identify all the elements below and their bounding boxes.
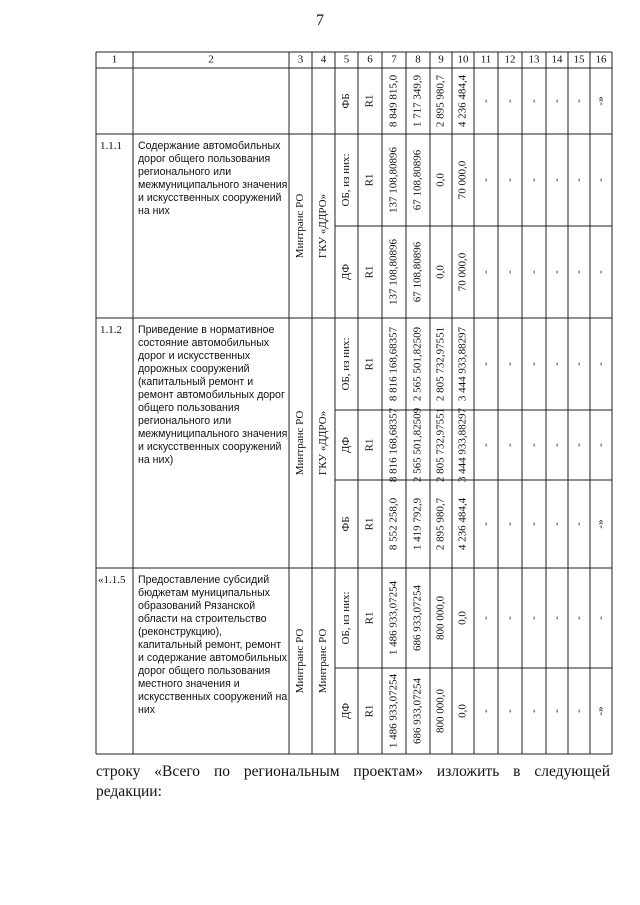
- row-1-1-2-ob-value-8: 2 565 501,82509: [411, 326, 424, 402]
- row-1-1-2-df-value-7: 8 816 168,68357: [387, 407, 400, 483]
- continuation-row-empty-11: -: [479, 99, 492, 103]
- row-1-1-1-ob-value-10: 70 000,0: [456, 160, 469, 200]
- row-1-1-2-fb-empty-13: -: [527, 522, 540, 526]
- header-column-5: 5: [343, 53, 350, 66]
- row-1-1-5-ob-empty-14: -: [550, 616, 563, 620]
- row-1-1-2-ob-value-7: 8 816 168,68357: [387, 326, 400, 402]
- page-number: 7: [316, 12, 324, 29]
- header-column-14: 14: [551, 53, 563, 66]
- row-1-1-1-ob-empty-13: -: [527, 178, 540, 182]
- row-1-1-2-ob-code: R1: [363, 357, 376, 371]
- row-1-1-2-fb-end-mark: -»: [594, 519, 607, 529]
- instruction-text-end: редакции:: [96, 783, 162, 800]
- continuation-row-value-7: 8 849 815,0: [387, 74, 400, 128]
- row-1-1-2-fb-value-10: 4 236 484,4: [456, 497, 469, 551]
- continuation-row-source: ФБ: [340, 93, 353, 109]
- row-1-1-5-df-value-9: 800 000,0: [434, 689, 447, 733]
- header-column-9: 9: [438, 53, 444, 66]
- continuation-row-end-mark: -»: [594, 96, 607, 106]
- row-1-1-5-ministry: Минтранс РО: [294, 628, 307, 694]
- row-1-1-5-ob-value-8: 686 933,07254: [411, 585, 424, 651]
- row-description-1-1-1: Содержание автомобильных дорог общего пользования регионального или межмуниципального значения и искусственных сооружений на них: [138, 140, 288, 217]
- continuation-row-value-10: 4 236 484,4: [456, 74, 469, 128]
- row-1-1-1-df-empty-14: -: [550, 270, 563, 274]
- header-column-4: 4: [320, 53, 327, 66]
- row-1-1-5-ob-empty-11: -: [479, 616, 492, 620]
- row-1-1-1-ministry: Минтранс РО: [294, 193, 307, 259]
- row-1-1-1-df-value-7: 137 108,80896: [387, 239, 400, 305]
- row-1-1-2-df-empty-11: -: [479, 443, 492, 447]
- row-1-1-1-ob-empty-11: -: [479, 178, 492, 182]
- row-1-1-5-ob-source: ОБ, из них:: [340, 591, 353, 645]
- row-description-1-1-5: Предоставление субсидий бюджетам муниципальных образований Рязанской области на строительство (реконструкцию), капитальный ремонт, ремонт и содержание автомобильных дорог общего пользования местного значения и искусственных сооружений на них: [138, 574, 288, 716]
- row-1-1-1-df-value-9: 0,0: [434, 265, 447, 279]
- continuation-row-empty-14: -: [550, 99, 563, 103]
- row-1-1-1-ob-value-7: 137 108,80896: [387, 147, 400, 213]
- continuation-row-empty-13: -: [527, 99, 540, 103]
- header-column-2: 2: [208, 53, 214, 66]
- row-1-1-2-df-empty-13: -: [527, 443, 540, 447]
- row-1-1-5-df-empty-15: -: [572, 709, 585, 713]
- row-1-1-5-df-empty-12: -: [503, 709, 516, 713]
- row-1-1-1-df-empty-16: -: [594, 270, 607, 274]
- header-column-6: 6: [367, 53, 373, 66]
- row-1-1-5-ob-empty-15: -: [572, 616, 585, 620]
- row-1-1-1-ob-empty-15: -: [572, 178, 585, 182]
- row-1-1-2-fb-empty-15: -: [572, 522, 585, 526]
- continuation-row-code: R1: [363, 94, 376, 108]
- row-1-1-1-df-empty-12: -: [503, 270, 516, 274]
- row-1-1-2-fb-value-9: 2 895 980,7: [434, 497, 447, 551]
- row-1-1-2-ministry: Минтранс РО: [294, 410, 307, 476]
- row-number-1-1-1: 1.1.1: [100, 140, 122, 152]
- header-column-10: 10: [457, 53, 469, 66]
- row-1-1-2-df-value-8: 2 565 501,82509: [411, 407, 424, 483]
- row-1-1-1-ob-value-8: 67 108,80896: [411, 149, 424, 211]
- continuation-row-value-9: 2 895 980,7: [434, 74, 447, 128]
- row-1-1-5-df-end-mark: -»: [594, 706, 607, 716]
- row-1-1-2-ob-value-10: 3 444 933,88297: [456, 326, 469, 402]
- row-1-1-5-ob-value-7: 1 486 933,07254: [387, 580, 400, 656]
- row-number-1-1-2: 1.1.2: [100, 324, 122, 336]
- instruction-text: строку «Всего по региональным проектам» изложить в следующей: [96, 763, 610, 780]
- row-1-1-2-df-empty-15: -: [572, 443, 585, 447]
- row-1-1-5-ob-value-9: 800 000,0: [434, 596, 447, 640]
- header-column-12: 12: [504, 53, 516, 66]
- header-column-1: 1: [111, 53, 118, 66]
- row-1-1-5-df-value-10: 0,0: [456, 704, 469, 718]
- header-column-7: 7: [391, 53, 397, 66]
- row-1-1-2-ob-empty-13: -: [527, 362, 540, 366]
- row-1-1-5-ob-empty-16: -: [594, 616, 607, 620]
- row-1-1-1-df-empty-13: -: [527, 270, 540, 274]
- continuation-row-value-8: 1 717 349,9: [411, 74, 424, 128]
- row-1-1-1-df-source: ДФ: [340, 263, 353, 281]
- row-1-1-1-ob-code: R1: [363, 173, 376, 187]
- header-column-13: 13: [528, 53, 540, 66]
- row-1-1-2-df-empty-16: -: [594, 443, 607, 447]
- row-1-1-2-fb-value-8: 1 419 792,9: [411, 497, 424, 551]
- row-1-1-5-df-value-8: 686 933,07254: [411, 678, 424, 744]
- row-1-1-2-df-empty-14: -: [550, 443, 563, 447]
- row-1-1-1-ob-empty-14: -: [550, 178, 563, 182]
- row-1-1-5-ob-empty-12: -: [503, 616, 516, 620]
- header-column-16: 16: [595, 53, 607, 66]
- row-1-1-2-fb-value-7: 8 552 258,0: [387, 497, 400, 551]
- row-1-1-1-df-value-10: 70 000,0: [456, 252, 469, 292]
- row-1-1-5-df-code: R1: [363, 704, 376, 718]
- row-1-1-2-ob-empty-12: -: [503, 362, 516, 366]
- row-1-1-5-df-source: ДФ: [340, 702, 353, 720]
- row-1-1-1-df-empty-15: -: [572, 270, 585, 274]
- row-1-1-5-ob-code: R1: [363, 611, 376, 625]
- row-1-1-5-ob-empty-13: -: [527, 616, 540, 620]
- row-1-1-1-ob-empty-16: -: [594, 178, 607, 182]
- row-1-1-2-fb-code: R1: [363, 517, 376, 531]
- row-1-1-5-agency: Минтранс РО: [317, 628, 330, 694]
- row-1-1-5-ob-value-10: 0,0: [456, 611, 469, 625]
- row-1-1-2-ob-empty-16: -: [594, 362, 607, 366]
- row-1-1-2-ob-empty-14: -: [550, 362, 563, 366]
- row-1-1-2-fb-empty-11: -: [479, 522, 492, 526]
- row-1-1-1-df-empty-11: -: [479, 270, 492, 274]
- row-1-1-2-fb-source: ФБ: [340, 516, 353, 532]
- row-1-1-2-df-value-10: 3 444 933,88297: [456, 407, 469, 483]
- row-1-1-2-fb-empty-12: -: [503, 522, 516, 526]
- row-1-1-5-df-value-7: 1 486 933,07254: [387, 673, 400, 749]
- row-number-1-1-5: «1.1.5: [98, 574, 126, 586]
- row-1-1-1-ob-empty-12: -: [503, 178, 516, 182]
- row-description-1-1-2: Приведение в нормативное состояние автомобильных дорог и искусственных дорожных сооружений (капитальный ремонт и ремонт автомобильных дорог общего пользования регионального или межмуниципального значения и искусственных сооружений на них): [138, 324, 288, 466]
- row-1-1-5-df-empty-13: -: [527, 709, 540, 713]
- row-1-1-2-agency: ГКУ «ДДРО»: [317, 410, 330, 476]
- row-1-1-2-df-source: ДФ: [340, 436, 353, 454]
- row-1-1-2-ob-value-9: 2 805 732,97551: [434, 326, 447, 402]
- row-1-1-2-ob-empty-11: -: [479, 362, 492, 366]
- row-1-1-2-df-code: R1: [363, 438, 376, 452]
- row-1-1-1-df-code: R1: [363, 265, 376, 279]
- row-1-1-1-ob-value-9: 0,0: [434, 173, 447, 187]
- row-1-1-2-fb-empty-14: -: [550, 522, 563, 526]
- row-1-1-1-ob-source: ОБ, из них:: [340, 153, 353, 207]
- row-1-1-2-ob-source: ОБ, из них:: [340, 337, 353, 391]
- row-1-1-2-ob-empty-15: -: [572, 362, 585, 366]
- row-1-1-5-df-empty-14: -: [550, 709, 563, 713]
- header-column-11: 11: [480, 53, 492, 66]
- header-column-15: 15: [573, 53, 585, 66]
- row-1-1-1-df-value-8: 67 108,80896: [411, 241, 424, 303]
- row-1-1-2-df-empty-12: -: [503, 443, 516, 447]
- header-column-8: 8: [415, 53, 421, 66]
- header-column-3: 3: [297, 53, 304, 66]
- row-1-1-2-df-value-9: 2 805 732,97551: [434, 407, 447, 483]
- row-1-1-5-df-empty-11: -: [479, 709, 492, 713]
- continuation-row-empty-15: -: [572, 99, 585, 103]
- row-1-1-1-agency: ГКУ «ДДРО»: [317, 193, 330, 259]
- continuation-row-empty-12: -: [503, 99, 516, 103]
